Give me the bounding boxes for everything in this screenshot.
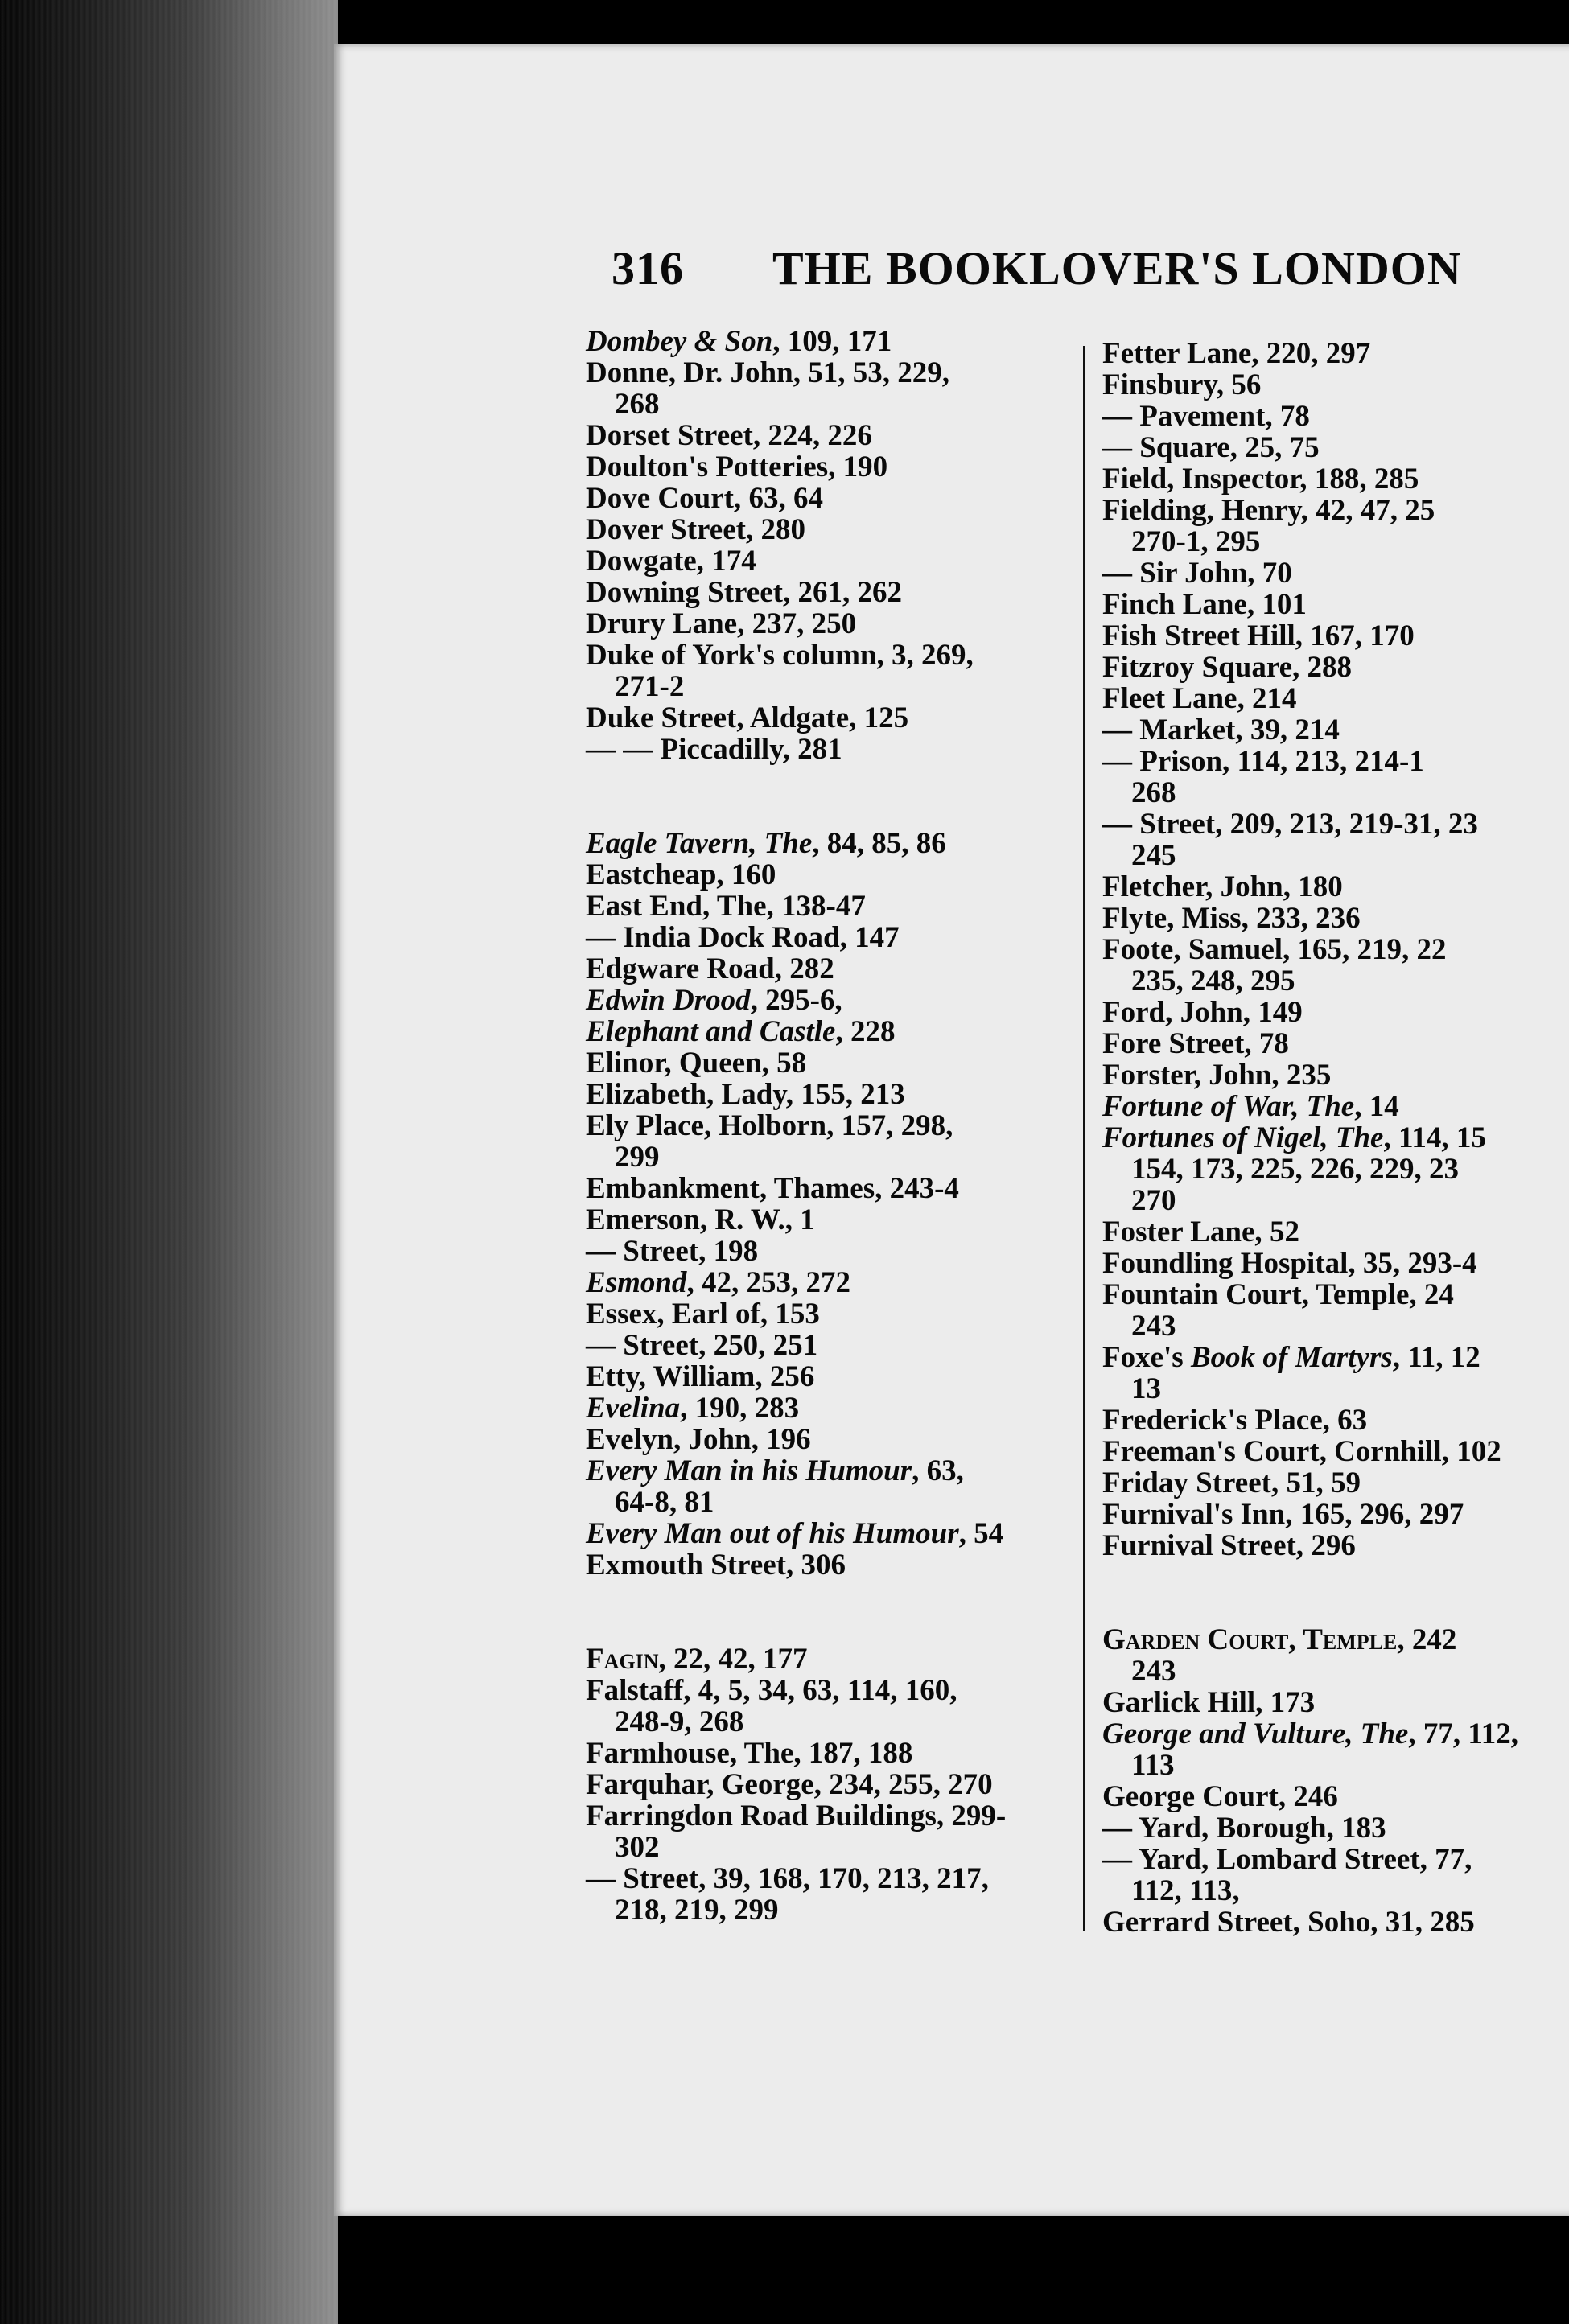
index-entry-name: Farringdon Road Buildings, [586,1800,945,1832]
index-entry-refs: 22, 42, 177 [665,1643,808,1676]
index-entry-refs: 228 [842,1015,896,1048]
index-entry-refs: 58 [768,1047,807,1080]
index-entry-refs: 246 [1286,1780,1338,1813]
index-entry-name: George and Vulture, The, [1102,1717,1416,1750]
index-entry-refs: 214 [1244,682,1297,715]
index-entry-name: Fortunes of Nigel, The, [1102,1121,1391,1154]
index-entry-continuation: 271-2 [615,670,685,703]
index-entry-name: Duke Street, Aldgate, [586,701,857,734]
index-entry [586,545,1101,577]
index-entry-refs: 149 [1250,996,1303,1029]
index-entry [586,326,1101,357]
index-entry-name: Ely Place, Holborn, [586,1109,834,1142]
index-entry [1102,1687,1569,1718]
index-column-right [1102,338,1569,1938]
index-entry [1102,997,1569,1028]
index-entry-refs: 233, 236 [1248,902,1361,935]
index-entry-refs: 224, 226 [760,419,872,452]
index-entry-name: — India Dock Road, [586,921,847,954]
index-entry-refs: 78 [1272,400,1310,433]
index-entry-refs: 174 [703,545,756,578]
index-entry-refs: 299- [944,1800,1007,1832]
index-entry [1102,746,1569,808]
index-entry [586,1675,1101,1738]
index-entry-refs: 114, 213, 214-1 [1229,745,1424,778]
index-entry-name: Fortune of War, The, [1102,1090,1362,1123]
index-entry-name: Evelina, [586,1392,688,1425]
index-entry-refs: 242 [1404,1623,1457,1656]
index-entry-name: Esmond, [586,1266,694,1299]
index-entry [586,1800,1101,1863]
index-entry-refs: 220, 297 [1258,338,1371,370]
index-entry-name: Fagin, [586,1643,666,1676]
index-entry [1102,1028,1569,1059]
index-entry [1102,620,1569,652]
index-entry [586,1047,1101,1079]
index-entry-refs: 261, 262 [790,576,902,609]
index-entry-name: — Sir John, [1102,557,1255,590]
index-entry-refs: 234, 255, 270 [821,1768,993,1801]
index-entry-name: — Yard, Borough, [1102,1812,1334,1845]
index-entry-name: Edgware Road, [586,952,782,985]
index-entry-refs: 63, 64 [741,482,823,515]
index-entry-continuation: 243 [1131,1655,1176,1688]
index-entry [1102,1812,1569,1844]
index-entry [1102,714,1569,746]
index-entry [1102,1248,1569,1279]
section-gap [586,765,1101,828]
index-entry [586,1110,1101,1173]
index-entry-continuation: 302 [615,1831,660,1864]
index-entry-refs: 235 [1279,1059,1332,1092]
index-entry-refs: 70 [1254,557,1292,590]
index-entry-name: — Prison, [1102,745,1230,778]
running-head [612,241,1513,295]
index-entry [586,702,1101,734]
index-entry-name: Finch Lane, [1102,588,1255,621]
index-entry-refs: 125 [856,701,909,734]
index-entry [586,420,1101,451]
index-entry [1102,1436,1569,1467]
index-entry-name: Field, Inspector, [1102,463,1308,496]
index-entry [586,1392,1101,1424]
index-entry [1102,871,1569,903]
index-entry-continuation: 299 [615,1141,660,1174]
index-entry-refs: 256 [762,1360,815,1393]
index-entry-refs: 188, 285 [1307,463,1419,496]
index-entry-refs: 173 [1262,1686,1316,1719]
index-entry-name: Gerrard Street, Soho, [1102,1906,1378,1938]
index-entry [1102,934,1569,997]
index-entry-name: Embankment, Thames, [586,1172,883,1205]
index-entry-name: Farquhar, George, [586,1768,822,1801]
index-entry-name: Drury Lane, [586,607,745,640]
index-entry [586,1455,1101,1518]
index-entry-name: Garlick Hill, [1102,1686,1263,1719]
index-entry-name: Furnival's Inn, [1102,1498,1293,1531]
index-entry-name: Freeman's Court, Cornhill, [1102,1435,1449,1468]
index-entry-continuation: 268 [1131,776,1176,809]
index-entry-name: Eagle Tavern, The, [586,827,820,860]
index-entry-name: Falstaff, [586,1674,691,1707]
index-entry-refs: 77, [1427,1843,1472,1876]
index-entry [1102,1718,1569,1781]
index-entry-refs: 180 [1290,870,1343,903]
index-entry-refs: 51, 53, 229, [800,356,949,389]
index-entry-refs: 51, 59 [1279,1466,1361,1499]
index-entry [586,1079,1101,1110]
index-entry-refs: 84, 85, 86 [819,827,946,860]
index-entry-refs: 14 [1361,1090,1399,1123]
index-entry [586,734,1101,765]
index-entry-refs: 4, 5, 34, 63, 114, 160, [690,1674,957,1707]
index-entry-name: Ford, John, [1102,996,1251,1029]
index-entry [1102,1216,1569,1248]
index-entry [586,451,1101,483]
index-entry-name: Forster, John, [1102,1059,1279,1092]
index-entry-name: Etty, William, [586,1360,763,1393]
index-entry-continuation: 218, 219, 299 [615,1894,779,1927]
index-entry [1102,1405,1569,1436]
index-entry-refs: 78 [1251,1027,1289,1060]
index-entry-continuation: 248-9, 268 [615,1705,744,1738]
index-entry-name: Friday Street, [1102,1466,1279,1499]
index-entry-refs: 237, 250 [744,607,857,640]
index-entry [1102,1844,1569,1907]
index-entry-refs: 190 [835,450,888,483]
index-entry [1102,463,1569,495]
index-entry-name: Fitzroy Square, [1102,651,1300,684]
index-entry-name: Garden Court, Temple, [1102,1623,1405,1656]
index-entry-continuation: 245 [1131,839,1176,872]
index-entry-name: — Street, [1102,808,1223,841]
index-entry-refs: 165, 296, 297 [1292,1498,1464,1531]
index-entry-refs: 281 [789,733,842,766]
index-entry-name: Furnival Street, [1102,1529,1304,1562]
book-spine-edge [0,0,338,2324]
index-entry-name: Frederick's Place, [1102,1404,1330,1437]
index-entry-name: Essex, Earl of, [586,1298,768,1331]
index-entry-refs: 295-6, [757,984,842,1017]
index-entry-refs: 280 [753,513,805,546]
index-entry-refs: 3, 269, [883,639,974,672]
index-entry [586,1518,1101,1549]
index-entry-continuation: 13 [1131,1372,1161,1405]
index-entry-refs: 153 [768,1298,820,1331]
index-entry-refs: 167, 170 [1303,619,1415,652]
index-entry-refs: 190, 283 [687,1392,800,1425]
section-gap [1102,1561,1569,1624]
index-entry [1102,903,1569,934]
index-entry [586,1330,1101,1361]
index-entry-refs: 288 [1299,651,1353,684]
index-entry-continuation: 64-8, 81 [615,1486,714,1519]
index-entry-name: Farmhouse, The, [586,1737,801,1770]
index-entry-refs: 282 [781,952,834,985]
index-entry [586,1016,1101,1047]
index-entry-name: — Yard, Lombard Street, [1102,1843,1427,1876]
index-entry [586,1643,1101,1675]
index-entry-name: Every Man out of his Humour, [586,1517,966,1550]
index-entry [1102,432,1569,463]
index-entry [586,640,1101,702]
index-entry-name: Dowgate, [586,545,704,578]
index-entry-continuation: 154, 173, 225, 226, 229, 23 [1131,1153,1459,1186]
index-entry-continuation: 243 [1131,1310,1176,1343]
index-entry-refs: 52 [1262,1215,1299,1248]
index-entry-refs: 114, 15 [1390,1121,1486,1154]
index-entry-refs: 42, 253, 272 [694,1266,850,1299]
index-entry-name: Foster Lane, [1102,1215,1262,1248]
index-entry-refs: 39, 168, 170, 213, 217, [706,1862,989,1895]
index-entry [586,1298,1101,1330]
index-entry-refs: 209, 213, 219-31, 23 [1222,808,1478,841]
index-entry-refs: 183 [1333,1812,1386,1845]
index-entry-refs: 157, 298, [834,1109,953,1142]
section-gap [586,1581,1101,1643]
index-entry-refs: 147 [846,921,900,954]
index-entry-name: Dove Court, [586,482,742,515]
index-entry-name: Fetter Lane, [1102,338,1259,370]
index-entry [586,828,1101,859]
index-entry [1102,652,1569,683]
index-entry [586,1738,1101,1769]
index-entry-name: Evelyn, John, [586,1423,759,1456]
index-entry [1102,1342,1569,1405]
index-entry-name: Elinor, Queen, [586,1047,769,1080]
index-entry [586,922,1101,953]
index-entry-name: — Square, [1102,431,1237,464]
index-entry-name: Exmouth Street, [586,1549,794,1582]
page-number: 316 [612,242,684,294]
index-entry [1102,589,1569,620]
index-entry-name: Elizabeth, Lady, [586,1078,794,1111]
index-entry [586,1424,1101,1455]
index-entry-name: Foxe's Book of Martyrs, [1102,1341,1401,1374]
index-entry-name: Foundling Hospital, [1102,1247,1356,1280]
index-entry-refs: 250, 251 [706,1329,818,1362]
index-entry-name: Edwin Drood, [586,984,758,1017]
index-entry-refs: 1 [792,1203,815,1236]
index-entry [1102,1122,1569,1216]
index-entry-name: Every Man in his Humour, [586,1454,920,1487]
index-entry [1102,557,1569,589]
index-entry-refs: 24 [1416,1278,1454,1311]
index-entry-name: Duke of York's column, [586,639,884,672]
index-entry-refs: 63 [1329,1404,1368,1437]
index-entry-name: — Street, [586,1329,706,1362]
index-entry-refs: 196 [758,1423,811,1456]
index-entry-refs: 31, 285 [1378,1906,1475,1938]
index-entry-refs: 42, 47, 25 [1308,494,1435,527]
index-entry-continuation: 270-1, 295 [1131,525,1261,558]
index-entry [1102,369,1569,401]
index-entry-name: Fore Street, [1102,1027,1252,1060]
index-entry-refs: 306 [793,1549,846,1582]
index-entry-refs: 63, [919,1454,964,1487]
index-entry [586,1769,1101,1800]
index-entry [1102,1279,1569,1342]
index-entry-refs: 11, 12 [1400,1341,1480,1374]
index-entry-name: Dover Street, [586,513,754,546]
index-entry-refs: 296 [1303,1529,1356,1562]
index-entry [586,985,1101,1016]
index-entry [586,859,1101,891]
index-entry [1102,1499,1569,1530]
index-entry-refs: 25, 75 [1237,431,1320,464]
index-entry-name: Emerson, R. W., [586,1203,793,1236]
index-entry-name: — Pavement, [1102,400,1273,433]
index-entry-name: Downing Street, [586,576,791,609]
index-entry-name: Fletcher, John, [1102,870,1291,903]
index-entry-continuation: 113 [1131,1749,1175,1782]
index-entry-name: Eastcheap, [586,858,724,891]
index-entry-continuation: 268 [615,388,660,421]
index-entry [1102,808,1569,871]
index-entry [1102,338,1569,369]
index-entry [586,1549,1101,1581]
index-entry-name: Fountain Court, Temple, [1102,1278,1417,1311]
index-entry-refs: 160 [723,858,776,891]
index-entry [1102,1781,1569,1812]
index-entry-name: Foote, Samuel, [1102,933,1291,966]
index-entry-refs: 56 [1224,368,1262,401]
index-entry [586,577,1101,608]
index-entry-name: Flyte, Miss, [1102,902,1249,935]
index-entry-name: Finsbury, [1102,368,1225,401]
running-title: THE BOOKLOVER'S LONDON [772,242,1462,294]
index-entry-name: Dombey & Son, [586,325,780,358]
index-entry [586,514,1101,545]
index-entry-name: — Street, [586,1235,706,1268]
index-entry-name: Doulton's Potteries, [586,450,836,483]
index-entry-refs: 109, 171 [780,325,892,358]
index-entry [586,891,1101,922]
index-entry [586,357,1101,420]
index-entry-refs: 39, 214 [1242,714,1340,747]
index-entry-continuation: 270 [1131,1184,1176,1217]
index-entry [586,1236,1101,1267]
index-entry-refs: 187, 188 [801,1737,913,1770]
index-entry [1102,1059,1569,1091]
index-entry-refs: 77, 112, [1415,1717,1519,1750]
index-entry [1102,1624,1569,1687]
index-entry-name: George Court, [1102,1780,1287,1813]
index-entry [586,608,1101,640]
index-entry-refs: 165, 219, 22 [1290,933,1447,966]
index-entry [586,1863,1101,1926]
index-entry [1102,1530,1569,1561]
index-column-left [586,326,1101,1926]
index-entry-name: East End, The, [586,890,774,923]
index-entry-continuation: 112, 113, [1131,1874,1240,1907]
index-entry [586,483,1101,514]
index-entry-refs: 243-4 [882,1172,959,1205]
index-entry [586,1361,1101,1392]
column-divider [1083,346,1085,1931]
index-entry [586,1204,1101,1236]
index-entry [1102,683,1569,714]
index-entry-refs: 54 [966,1517,1004,1550]
index-entry [586,1173,1101,1204]
index-entry-refs: 198 [706,1235,759,1268]
index-entry [586,953,1101,985]
index-entry-continuation: 235, 248, 295 [1131,965,1295,997]
index-entry-name: Donne, Dr. John, [586,356,801,389]
index-entry-refs: 101 [1254,588,1307,621]
index-entry-name: Fish Street Hill, [1102,619,1303,652]
index-entry-name: Fielding, Henry, [1102,494,1308,527]
index-entry-name: — — Piccadilly, [586,733,790,766]
index-entry-refs: 138-47 [773,890,866,923]
index-entry [1102,401,1569,432]
index-entry-refs: 35, 293-4 [1355,1247,1477,1280]
index-entry-name: Dorset Street, [586,419,761,452]
index-entry-name: — Market, [1102,714,1243,747]
index-entry-name: — Street, [586,1862,706,1895]
index-entry [1102,1907,1569,1938]
index-entry-refs: 102 [1448,1435,1501,1468]
index-entry-name: Elephant and Castle, [586,1015,843,1048]
index-entry-refs: 155, 213 [793,1078,905,1111]
index-entry [1102,1091,1569,1122]
index-entry-name: Fleet Lane, [1102,682,1245,715]
index-entry [1102,1467,1569,1499]
index-entry [1102,495,1569,557]
index-entry [586,1267,1101,1298]
